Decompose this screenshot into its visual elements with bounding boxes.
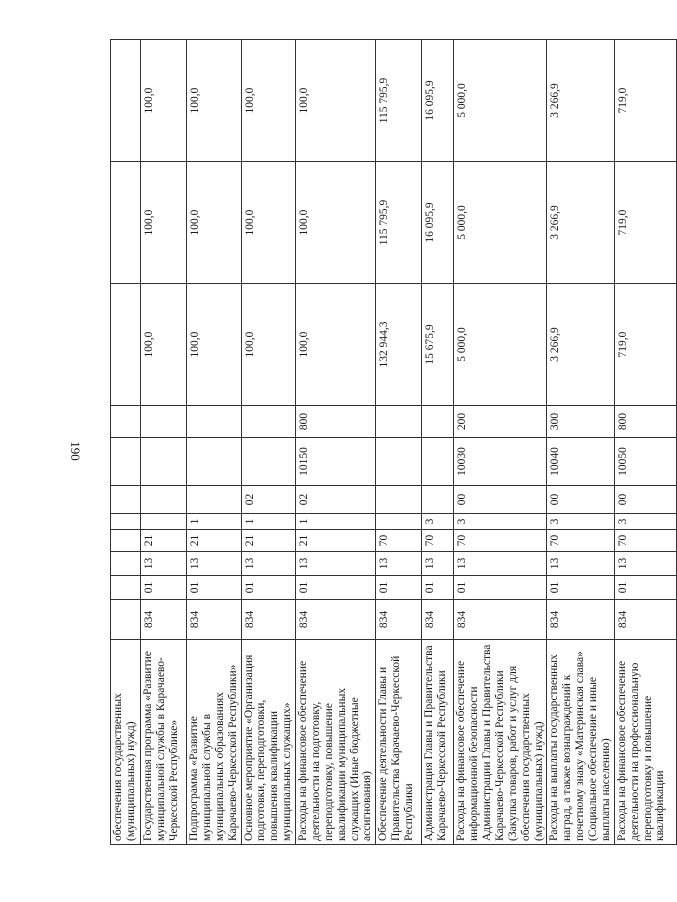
row-direction-code (241, 438, 296, 486)
row-description: Расходы на финансовое обеспечение деятельности на профессиональную переподготовку и повышение квалификации (614, 640, 676, 845)
row-main-event-code: 02 (241, 486, 296, 514)
row-amount-year-1: 15 675,9 (422, 284, 454, 406)
row-main-event-code (187, 486, 242, 514)
row-program-code: 70 (422, 530, 454, 552)
row-subprogram-code: 1 (187, 514, 242, 530)
row-amount-year-2: 100,0 (141, 162, 187, 284)
row-amount-year-3 (111, 40, 141, 162)
row-amount-year-3: 3 266,9 (547, 40, 614, 162)
row-section-code: 01 (187, 576, 242, 600)
row-amount-year-1: 100,0 (241, 284, 296, 406)
row-amount-year-3: 5 000,0 (454, 40, 547, 162)
table-row (422, 40, 454, 845)
table-row (614, 40, 676, 845)
row-ministry-code: 834 (547, 600, 614, 640)
table-row (547, 40, 614, 845)
row-direction-code (422, 438, 454, 486)
row-subsection-code: 13 (187, 552, 242, 576)
row-amount-year-2: 5 000,0 (454, 162, 547, 284)
row-expense-type-code: 200 (454, 406, 547, 438)
row-program-code: 21 (187, 530, 242, 552)
row-main-event-code (376, 486, 422, 514)
row-description: Подпрограмма «Развитие муниципальной службы в муниципальных образованиях Карачаево-Черкесской Республики» (187, 640, 242, 845)
row-amount-year-1: 5 000,0 (454, 284, 547, 406)
row-amount-year-3: 719,0 (614, 40, 676, 162)
row-program-code: 70 (547, 530, 614, 552)
row-section-code: 01 (376, 576, 422, 600)
row-program-code: 21 (241, 530, 296, 552)
row-program-code (111, 530, 141, 552)
row-amount-year-3: 100,0 (187, 40, 242, 162)
table-row (454, 40, 547, 845)
row-subprogram-code (376, 514, 422, 530)
row-subprogram-code: 3 (454, 514, 547, 530)
row-subsection-code: 13 (241, 552, 296, 576)
row-expense-type-code: 300 (547, 406, 614, 438)
row-main-event-code (111, 486, 141, 514)
row-direction-code: 10050 (614, 438, 676, 486)
row-section-code (111, 576, 141, 600)
budget-table-body (111, 40, 677, 845)
row-section-code: 01 (241, 576, 296, 600)
row-amount-year-2: 3 266,9 (547, 162, 614, 284)
budget-table (110, 39, 677, 845)
row-expense-type-code (187, 406, 242, 438)
row-description: Основное мероприятие «Организация подготовки, переподготовки, повышения квалификации муниципальных служащих» (241, 640, 296, 845)
row-subsection-code: 13 (614, 552, 676, 576)
row-amount-year-3: 100,0 (296, 40, 376, 162)
row-amount-year-1: 100,0 (141, 284, 187, 406)
row-program-code: 70 (614, 530, 676, 552)
row-program-code: 70 (376, 530, 422, 552)
table-row (241, 40, 296, 845)
row-description: Расходы на финансовое обеспечение информационной безопасности Администрации Главы и Правительства Карачаево-Черкесской Республики (Закупка товаров, работ и услуг для обеспечения государственных (муниципальных) нужд) (454, 640, 547, 845)
row-main-event-code: 00 (614, 486, 676, 514)
row-ministry-code: 834 (614, 600, 676, 640)
page-number: 190 (68, 441, 83, 461)
row-subprogram-code: 3 (547, 514, 614, 530)
row-amount-year-3: 100,0 (141, 40, 187, 162)
row-direction-code: 10030 (454, 438, 547, 486)
row-subprogram-code (111, 514, 141, 530)
row-amount-year-3: 16 095,9 (422, 40, 454, 162)
row-section-code: 01 (547, 576, 614, 600)
row-amount-year-2 (111, 162, 141, 284)
row-ministry-code: 834 (241, 600, 296, 640)
row-program-code: 70 (454, 530, 547, 552)
row-amount-year-2: 100,0 (187, 162, 242, 284)
row-amount-year-1: 100,0 (296, 284, 376, 406)
row-main-event-code: 00 (547, 486, 614, 514)
row-section-code: 01 (422, 576, 454, 600)
row-description: Администрация Главы и Правительства Карачаево-Черкесской Республики (422, 640, 454, 845)
table-row (111, 40, 141, 845)
row-section-code: 01 (141, 576, 187, 600)
row-section-code: 01 (454, 576, 547, 600)
row-expense-type-code (422, 406, 454, 438)
row-subsection-code: 13 (454, 552, 547, 576)
row-subprogram-code: 1 (296, 514, 376, 530)
row-direction-code (141, 438, 187, 486)
row-ministry-code: 834 (296, 600, 376, 640)
row-description: Расходы на финансовое обеспечение деятельности на подготовку, переподготовку, повышение квалификации муниципальных служащих (Иные бюджетные ассигнования) (296, 640, 376, 845)
row-main-event-code (141, 486, 187, 514)
row-amount-year-2: 100,0 (241, 162, 296, 284)
row-subsection-code: 13 (296, 552, 376, 576)
row-subprogram-code (141, 514, 187, 530)
row-program-code: 21 (296, 530, 376, 552)
table-row (141, 40, 187, 845)
row-ministry-code: 834 (422, 600, 454, 640)
row-amount-year-1: 132 944,3 (376, 284, 422, 406)
row-ministry-code: 834 (187, 600, 242, 640)
row-subprogram-code: 3 (422, 514, 454, 530)
row-amount-year-2: 719,0 (614, 162, 676, 284)
row-amount-year-1 (111, 284, 141, 406)
row-program-code: 21 (141, 530, 187, 552)
row-amount-year-1: 100,0 (187, 284, 242, 406)
row-amount-year-2: 100,0 (296, 162, 376, 284)
row-expense-type-code (111, 406, 141, 438)
row-subsection-code: 13 (547, 552, 614, 576)
row-direction-code: 10150 (296, 438, 376, 486)
row-direction-code (187, 438, 242, 486)
row-direction-code: 10040 (547, 438, 614, 486)
row-amount-year-3: 100,0 (241, 40, 296, 162)
table-row (296, 40, 376, 845)
row-subsection-code: 13 (376, 552, 422, 576)
rotated-page-content (110, 40, 667, 845)
row-description: обеспечения государственных (муниципальных) нужд) (111, 640, 141, 845)
row-amount-year-1: 3 266,9 (547, 284, 614, 406)
row-amount-year-3: 115 795,9 (376, 40, 422, 162)
row-amount-year-2: 16 095,9 (422, 162, 454, 284)
row-expense-type-code: 800 (296, 406, 376, 438)
row-description: Расходы на выплаты государственных наград, а также вознаграждений к почетному знаку «Материнская слава» (Социальное обеспечение и иные выплаты населению) (547, 640, 614, 845)
row-expense-type-code (141, 406, 187, 438)
row-main-event-code: 00 (454, 486, 547, 514)
row-direction-code (111, 438, 141, 486)
row-ministry-code: 834 (141, 600, 187, 640)
table-row (376, 40, 422, 845)
row-amount-year-2: 115 795,9 (376, 162, 422, 284)
row-expense-type-code: 800 (614, 406, 676, 438)
row-expense-type-code (241, 406, 296, 438)
row-expense-type-code (376, 406, 422, 438)
row-amount-year-1: 719,0 (614, 284, 676, 406)
row-subprogram-code: 1 (241, 514, 296, 530)
row-subsection-code: 13 (422, 552, 454, 576)
row-ministry-code (111, 600, 141, 640)
table-row (187, 40, 242, 845)
row-ministry-code: 834 (376, 600, 422, 640)
row-subprogram-code: 3 (614, 514, 676, 530)
row-subsection-code (111, 552, 141, 576)
row-subsection-code: 13 (141, 552, 187, 576)
row-ministry-code: 834 (454, 600, 547, 640)
row-main-event-code: 02 (296, 486, 376, 514)
row-description: Государственная программа «Развитие муниципальной службы в Карачаево-Черкесской Республике» (141, 640, 187, 845)
row-direction-code (376, 438, 422, 486)
row-section-code: 01 (614, 576, 676, 600)
row-description: Обеспечение деятельности Главы и Правительства Карачаево-Черкесской Республики (376, 640, 422, 845)
row-section-code: 01 (296, 576, 376, 600)
row-main-event-code (422, 486, 454, 514)
